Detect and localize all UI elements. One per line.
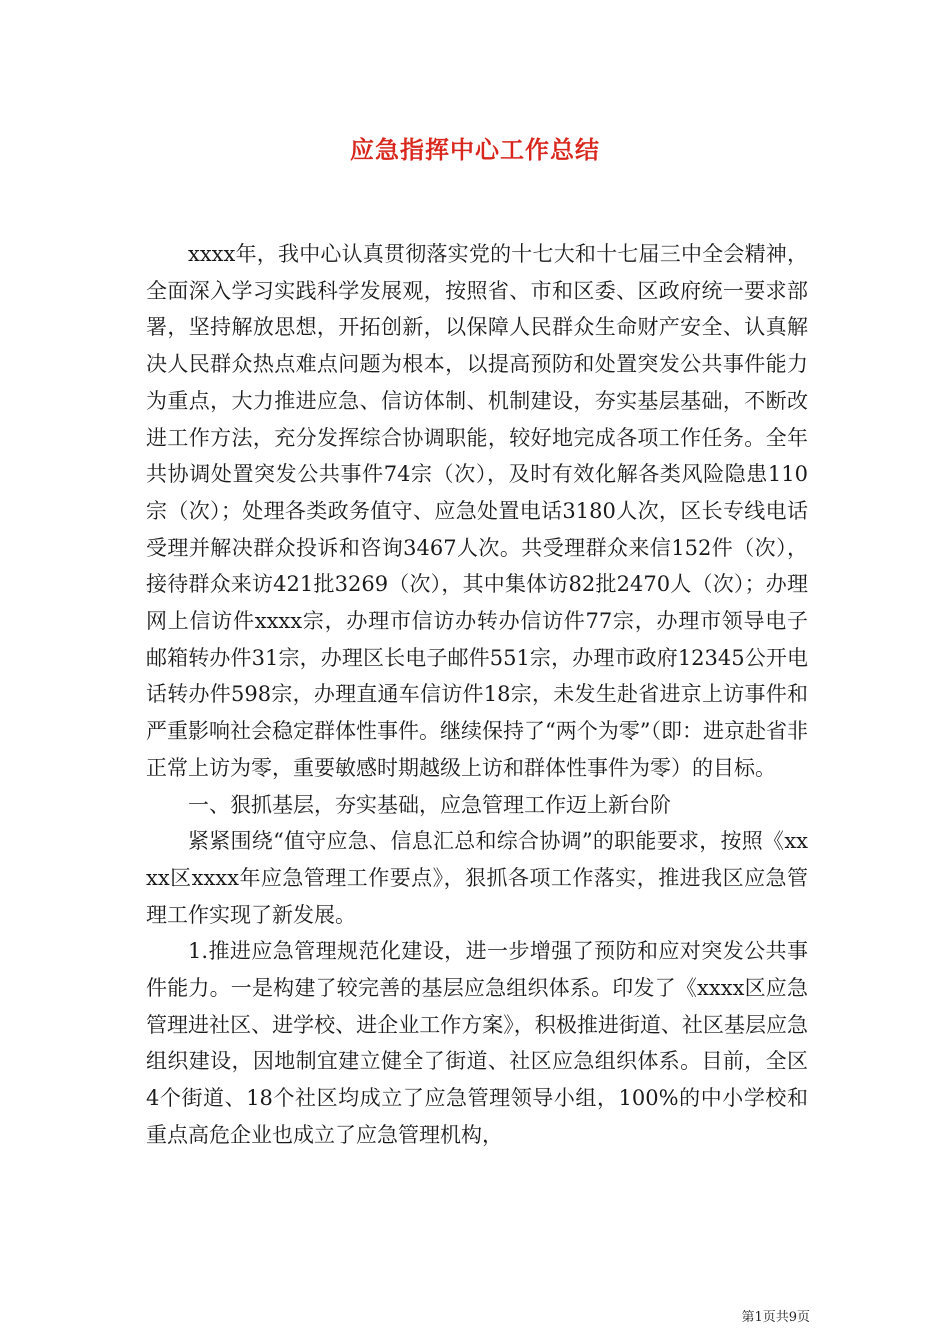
intro-paragraph: xxxx年，我中心认真贯彻落实党的十七大和十七届三中全会精神，全面深入学习实践科学发展观，按照省、市和区委、区政府统一要求部署，坚持解放思想，开拓创新，以保障人民群众生命财产安全、认真解决人民群众热点难点问题为根本，以提高预防和处置突发公共事件能力为重点，大力推进应急、信访体制、机制建设，夯实基层基础，不断改进工作方法，充分发挥综合协调职能，较好地完成各项工作任务。全年共协调处置突发公共事件74宗（次），及时有效化解各类风险隐患110宗（次）；处理各类政务值守、应急处置电话3180人次，区长专线电话受理并解决群众投诉和咨询3467人次。共受理群众来信152件（次），接待群众来访421批3269（次），其中集体访82批2470人（次）；办理网上信访件xxxx宗，办理市信访办转办信访件77宗，办理市领导电子邮箱转办件31宗，办理区长电子邮件551宗，办理市政府12345公开电话转办件598宗，办理直通车信访件18宗，未发生赴省进京上访事件和严重影响社会稳定群体性事件。继续保持了“两个为零”（即：进京赴省非正常上访为零，重要敏感时期越级上访和群体性事件为零）的目标。 [146, 242, 808, 780]
section-1-paragraph: 紧紧围绕“值守应急、信息汇总和综合协调”的职能要求，按照《xxxx区xxxx年应急管理工作要点》，狠抓各项工作落实，推进我区应急管理工作实现了新发展。 [146, 829, 808, 927]
document-title: 应急指挥中心工作总结 [350, 135, 600, 164]
section-heading-1: 一、狠抓基层，夯实基础，应急管理工作迈上新台阶 [188, 792, 671, 817]
document-body [146, 236, 808, 1154]
subsection-1-paragraph: 1.推进应急管理规范化建设，进一步增强了预防和应对突发公共事件能力。一是构建了较完善的基层应急组织体系。印发了《xxxx区应急管理进社区、进学校、进企业工作方案》，积极推进街道、社区基层应急组织建设，因地制宜建立健全了街道、社区应急组织体系。目前，全区4个街道、18个社区均成立了应急管理领导小组，100%的中小学校和重点高危企业也成立了应急管理机构， [146, 939, 808, 1147]
page-number: 第1页共9页 [741, 1310, 810, 1325]
